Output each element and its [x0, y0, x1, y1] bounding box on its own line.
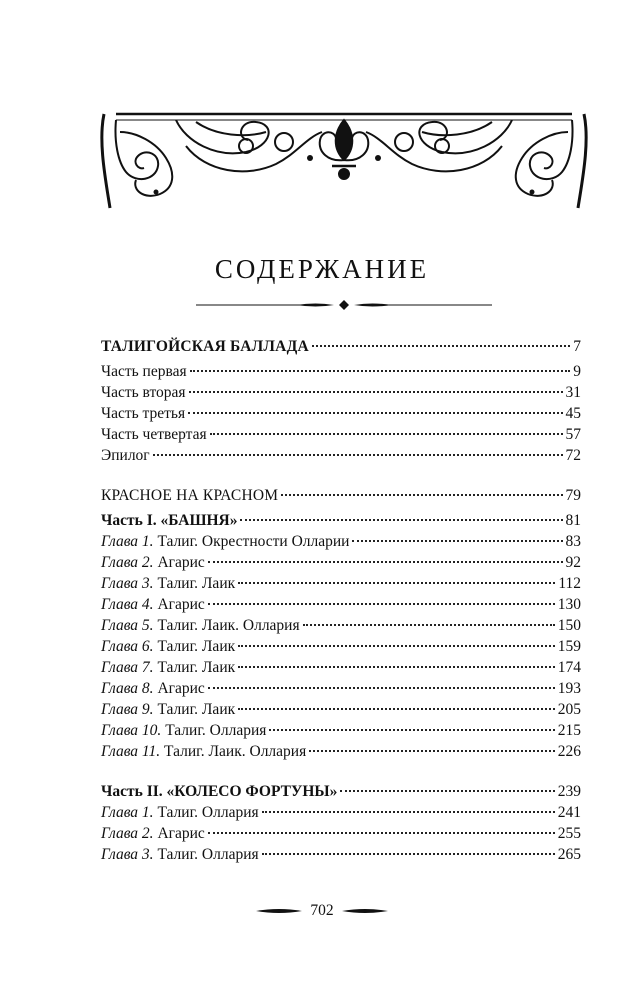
dot-leader: [262, 810, 555, 813]
part-label: Часть I. «БАШНЯ»: [101, 512, 238, 529]
dot-leader: [303, 623, 555, 626]
chapter-number: Глава 3.: [101, 575, 154, 592]
toc-section-title[interactable]: [101, 485, 581, 506]
page-footer: [0, 902, 644, 920]
part-label: Часть II. «КОЛЕСО ФОРТУНЫ»: [101, 783, 338, 800]
toc-chapter[interactable]: [101, 699, 581, 720]
page-ref: 31: [565, 384, 581, 401]
footer-flourish-right: [342, 907, 388, 915]
dot-leader: [208, 686, 555, 689]
page-ref: 193: [557, 680, 581, 697]
title-divider: [196, 298, 492, 312]
chapter-number: Глава 7.: [101, 659, 154, 676]
page-ref: 112: [558, 575, 581, 592]
toc-chapter[interactable]: [101, 594, 581, 615]
dot-leader: [238, 644, 555, 647]
chapter-number: Глава 5.: [101, 617, 154, 634]
chapter-title: Талиг. Оллария: [165, 722, 267, 739]
dot-leader: [189, 390, 563, 393]
section-label: ТАЛИГОЙСКАЯ БАЛЛАДА: [101, 338, 309, 355]
chapter-title: Талиг. Окрестности Олларии: [157, 533, 350, 550]
page-ref: 81: [565, 512, 581, 529]
page-ref: 57: [565, 426, 581, 443]
toc-chapter[interactable]: [101, 657, 581, 678]
table-of-contents: [101, 336, 581, 865]
toc-chapter[interactable]: [101, 741, 581, 762]
toc-chapter[interactable]: [101, 823, 581, 844]
page-ref: 265: [557, 846, 581, 863]
entry-label: Часть первая: [101, 363, 187, 380]
chapter-title: Талиг. Лаик. Оллария: [164, 743, 307, 760]
toc-chapter[interactable]: [101, 573, 581, 594]
toc-chapter[interactable]: [101, 844, 581, 865]
toc-entry[interactable]: [101, 382, 581, 403]
chapter-title: Талиг. Лаик: [157, 659, 236, 676]
chapter-number: Глава 9.: [101, 701, 154, 718]
page-ref: 215: [557, 722, 581, 739]
page-ref: 174: [557, 659, 581, 676]
chapter-number: Глава 6.: [101, 638, 154, 655]
chapter-number: Глава 2.: [101, 554, 154, 571]
chapter-number: Глава 1.: [101, 804, 154, 821]
dot-leader: [352, 539, 562, 542]
chapter-number: Глава 8.: [101, 680, 154, 697]
toc-part-title[interactable]: [101, 781, 581, 802]
chapter-number: Глава 1.: [101, 533, 154, 550]
chapter-number: Глава 4.: [101, 596, 154, 613]
toc-chapter[interactable]: [101, 802, 581, 823]
chapter-title: Талиг. Лаик: [157, 701, 236, 718]
dot-leader: [208, 560, 563, 563]
chapter-number: Глава 11.: [101, 743, 161, 760]
page-ref: 241: [557, 804, 581, 821]
toc-entry[interactable]: [101, 403, 581, 424]
page-ref: 79: [565, 487, 581, 504]
chapter-title: Агарис: [157, 554, 205, 571]
footer-flourish-left: [256, 907, 302, 915]
page-ref: 130: [557, 596, 581, 613]
ornamental-header: [96, 102, 592, 214]
entry-label: Часть третья: [101, 405, 186, 422]
chapter-number: Глава 3.: [101, 846, 154, 863]
section-label: КРАСНОЕ НА КРАСНОМ: [101, 487, 279, 504]
dot-leader: [238, 581, 555, 584]
dot-leader: [269, 728, 554, 731]
dot-leader: [240, 518, 562, 521]
page-ref: 255: [557, 825, 581, 842]
toc-part-title[interactable]: [101, 510, 581, 531]
entry-label: Эпилог: [101, 447, 150, 464]
entry-label: Часть вторая: [101, 384, 186, 401]
page-ref: 72: [565, 447, 581, 464]
dot-leader: [238, 665, 555, 668]
page-number: 702: [310, 902, 334, 919]
page-title: СОДЕРЖАНИЕ: [214, 254, 430, 284]
toc-entry[interactable]: [101, 445, 581, 466]
dot-leader: [208, 831, 555, 834]
chapter-title: Талиг. Оллария: [157, 804, 259, 821]
page-ref: 7: [573, 338, 581, 355]
dot-leader: [281, 493, 562, 496]
page-ref: 159: [557, 638, 581, 655]
toc-chapter[interactable]: [101, 636, 581, 657]
chapter-title: Талиг. Лаик: [157, 638, 236, 655]
dot-leader: [210, 432, 563, 435]
chapter-number: Глава 2.: [101, 825, 154, 842]
page-ref: 92: [565, 554, 581, 571]
page-ref: 150: [557, 617, 581, 634]
chapter-title: Агарис: [157, 680, 205, 697]
toc-section-title[interactable]: [101, 336, 581, 357]
chapter-title: Агарис: [157, 825, 205, 842]
toc-chapter[interactable]: [101, 678, 581, 699]
chapter-title: Талиг. Лаик: [157, 575, 236, 592]
page-ref: 205: [557, 701, 581, 718]
chapter-number: Глава 10.: [101, 722, 162, 739]
dot-leader: [208, 602, 555, 605]
chapter-title: Агарис: [157, 596, 205, 613]
page-ref: 9: [573, 363, 581, 380]
dot-leader: [153, 453, 563, 456]
toc-chapter[interactable]: [101, 615, 581, 636]
dot-leader: [312, 344, 570, 347]
dot-leader: [262, 852, 555, 855]
toc-chapter[interactable]: [101, 531, 581, 552]
toc-entry[interactable]: [101, 361, 581, 382]
entry-label: Часть четвертая: [101, 426, 207, 443]
dot-leader: [190, 369, 571, 372]
dot-leader: [188, 411, 562, 414]
dot-leader: [340, 789, 554, 792]
chapter-title: Талиг. Лаик. Оллария: [157, 617, 300, 634]
toc-chapter[interactable]: [101, 720, 581, 741]
toc-entry[interactable]: [101, 424, 581, 445]
page-ref: 45: [565, 405, 581, 422]
chapter-title: Талиг. Оллария: [157, 846, 259, 863]
dot-leader: [238, 707, 555, 710]
page-ref: 239: [557, 783, 581, 800]
dot-leader: [309, 749, 555, 752]
page-ref: 83: [565, 533, 581, 550]
page-ref: 226: [557, 743, 581, 760]
toc-chapter[interactable]: [101, 552, 581, 573]
